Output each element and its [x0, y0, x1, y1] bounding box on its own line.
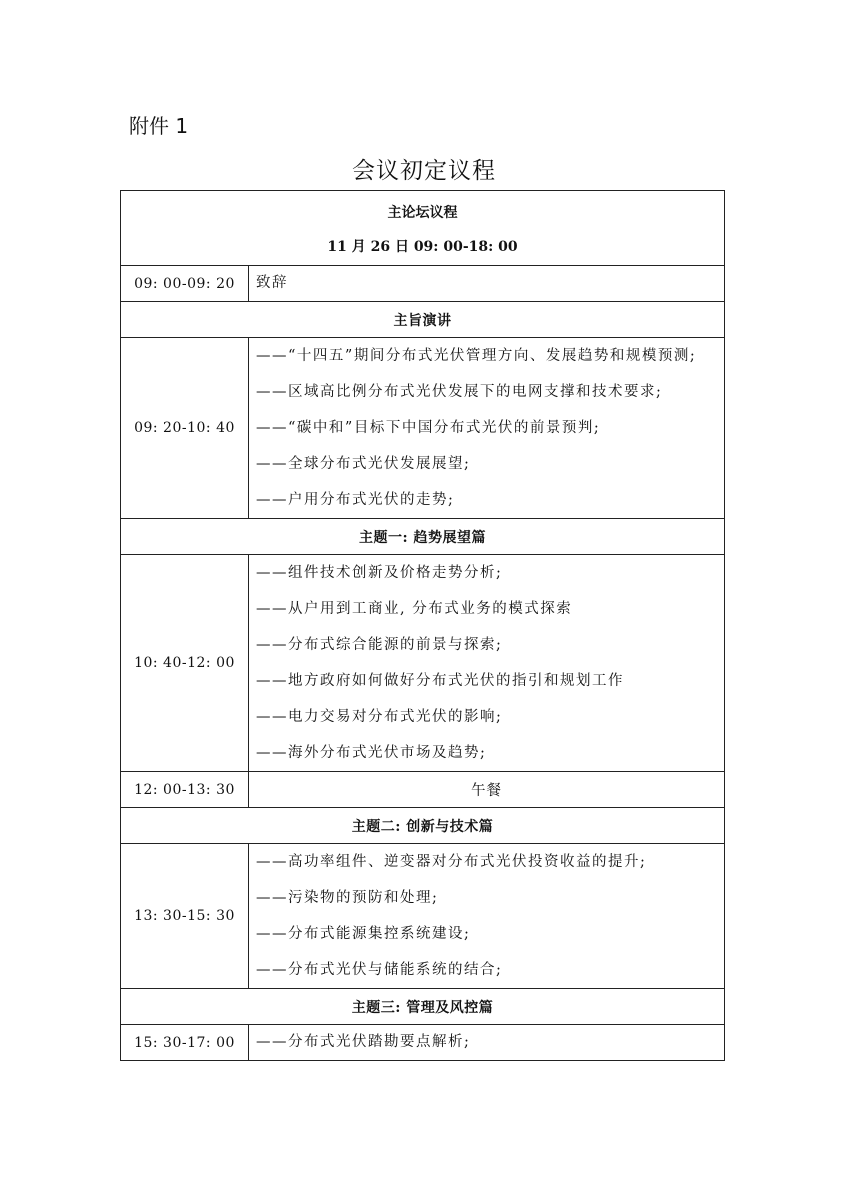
theme3-row [121, 1025, 725, 1061]
list-item: ——电力交易对分布式光伏的影响; [256, 709, 503, 725]
list-item: ——分布式光伏与储能系统的结合; [256, 962, 503, 978]
theme2-time: 13: 30-15: 30 [121, 844, 249, 989]
list-item: ——“碳中和”目标下中国分布式光伏的前景预判; [256, 420, 601, 436]
opening-row [121, 266, 725, 302]
list-item: ——分布式综合能源的前景与探索; [256, 637, 503, 653]
document-title: 会议初定议程 [352, 158, 496, 184]
list-item: ——从户用到工商业, 分布式业务的模式探索 [256, 601, 573, 617]
opening-time: 09: 00-09: 20 [121, 266, 249, 302]
theme2-items [249, 844, 725, 989]
forum-header-cell [121, 191, 725, 266]
theme3-time: 15: 30-17: 00 [121, 1025, 249, 1061]
list-item: ——“十四五”期间分布式光伏管理方向、发展趋势和规模预测; [256, 348, 697, 364]
lunch-time: 12: 00-13: 30 [121, 772, 249, 808]
agenda-table [120, 190, 725, 1061]
forum-date: 11 月 26 日 09: 00-18: 00 [327, 239, 518, 255]
list-item: ——户用分布式光伏的走势; [256, 492, 455, 508]
theme2-heading-row [121, 808, 725, 844]
theme1-heading: 主题一: 趋势展望篇 [121, 519, 725, 555]
lunch-row [121, 772, 725, 808]
list-item: ——区域高比例分布式光伏发展下的电网支撑和技术要求; [256, 384, 663, 400]
attachment-label: 附件 1 [129, 114, 189, 138]
theme1-time: 10: 40-12: 00 [121, 555, 249, 772]
list-item: ——组件技术创新及价格走势分析; [256, 565, 503, 581]
list-item: ——污染物的预防和处理; [256, 890, 439, 906]
keynote-heading-row [121, 302, 725, 338]
list-item: ——地方政府如何做好分布式光伏的指引和规划工作 [256, 673, 624, 689]
keynote-row [121, 338, 725, 519]
list-item: ——海外分布式光伏市场及趋势; [256, 745, 487, 761]
list-item: ——分布式能源集控系统建设; [256, 926, 471, 942]
forum-name: 主论坛议程 [387, 205, 458, 221]
theme1-heading-row [121, 519, 725, 555]
theme2-row [121, 844, 725, 989]
lunch-text: 午餐 [249, 772, 725, 808]
theme2-heading: 主题二: 创新与技术篇 [121, 808, 725, 844]
theme3-heading-row [121, 989, 725, 1025]
keynote-time: 09: 20-10: 40 [121, 338, 249, 519]
keynote-heading: 主旨演讲 [121, 302, 725, 338]
theme1-row [121, 555, 725, 772]
list-item: ——高功率组件、逆变器对分布式光伏投资收益的提升; [256, 854, 647, 870]
theme1-items [249, 555, 725, 772]
theme3-heading: 主题三: 管理及风控篇 [121, 989, 725, 1025]
list-item: ——全球分布式光伏发展展望; [256, 456, 471, 472]
keynote-items [249, 338, 725, 519]
forum-header-row [121, 191, 725, 266]
theme3-item: ——分布式光伏踏勘要点解析; [249, 1025, 725, 1061]
opening-text: 致辞 [249, 266, 725, 302]
